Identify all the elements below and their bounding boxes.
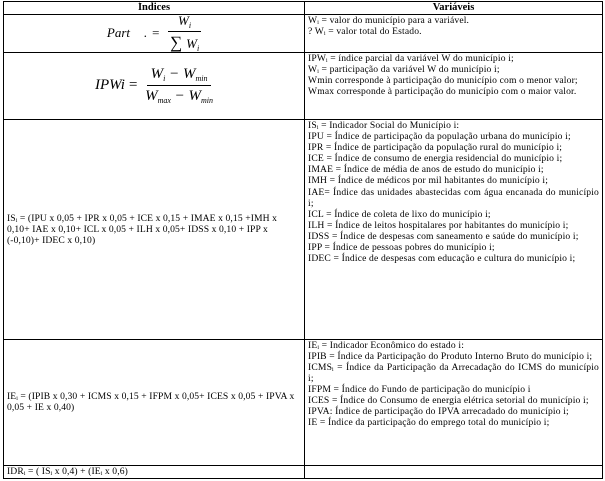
ipw-label: IPWi — [94, 77, 125, 94]
ie-var-line: IE = Índice da participação do emprego total do município i; — [308, 416, 550, 428]
ipw-vars-cell — [305, 52, 603, 120]
ie-formula: IEᵢ = (IPIB x 0,30 + ICMS x 0,15 + IFPM x 0,05+ ICES x 0,05 + IPVA x 0,05 + IE x 0,40) — [7, 390, 295, 414]
is-var-line: ILH = Índice de leitos hospitalares por habitantes do município i; — [308, 219, 569, 231]
is-vars-cell — [305, 120, 603, 339]
is-formula-cell — [4, 120, 305, 339]
is-var-line: IMH = Índice de médicos por mil habitantes do município i; — [308, 175, 549, 187]
ipw-num-b: W — [182, 66, 196, 83]
ipw-num-minus: − — [169, 66, 180, 83]
ie-formula-cell — [4, 339, 305, 465]
part-numerator — [168, 13, 201, 32]
idr-empty-cell — [305, 465, 603, 478]
part-formula — [7, 13, 301, 54]
part-equals: = — [151, 25, 161, 41]
is-var-line: ISᵢ = Indicador Social do Município i: — [308, 120, 460, 132]
part-den-var: W — [186, 36, 197, 52]
is-var-line: IDSS = Índice de despesas com saneamento e saúde do município i; — [308, 230, 579, 242]
ie-var-line: ICES = Índice do Consumo de energia elétrica setorial do município i; — [308, 394, 589, 406]
ipw-den-b: W — [188, 88, 202, 105]
part-den-sub: i — [196, 44, 200, 54]
ipw-formula — [7, 56, 301, 116]
ipw-den-a: W — [145, 88, 158, 105]
part-fraction — [168, 13, 201, 53]
ie-var-line: IFPM = Índice do Fundo de participação do município i — [308, 383, 531, 395]
header-variaveis: Variáveis — [305, 2, 603, 15]
ipw-den-a-sub: max — [157, 96, 171, 106]
is-var-line: IPR = Índice de participação da população rural do município i; — [308, 142, 563, 154]
is-var-line: IMAE = Índice de média de anos de estudo do município i; — [308, 164, 544, 176]
is-var-line: IPP = Índice de pessoas pobres do município i; — [308, 241, 495, 253]
is-var-line: ICL = Índice de coleta de lixo do município i; — [308, 208, 491, 220]
part-dot: . — [144, 25, 148, 41]
row-ipw — [4, 52, 603, 120]
part-formula-cell — [4, 15, 305, 52]
ipw-formula-cell — [4, 52, 305, 120]
row-idr — [4, 465, 603, 478]
idr-formula-cell — [4, 465, 305, 478]
part-denominator — [170, 32, 199, 53]
ipw-denominator — [145, 86, 213, 105]
ie-var-line: IPVA: Índice de participação do IPVA arrecadado do município i; — [308, 405, 569, 417]
ipw-num-b-sub: min — [195, 74, 208, 84]
row-part — [4, 15, 603, 52]
idr-formula: IDRᵢ = ( ISᵢ x 0,4) + (IEᵢ x 0,6) — [7, 465, 128, 477]
part-vars-cell — [305, 15, 603, 52]
is-var-line: IPU = Índice de participação da população urbana do município i; — [308, 131, 571, 143]
is-var-line: IDEC = Índice de despesas com educação e cultura do município i; — [308, 252, 576, 264]
ipw-fraction — [145, 66, 213, 105]
ie-var-line: IPIB = Índice da Participação do Produto Interno Bruto do município i; — [308, 350, 593, 362]
row-is — [4, 120, 603, 339]
header-indices: Índices — [4, 2, 305, 15]
part-label: Part — [106, 25, 130, 41]
ipw-den-minus: − — [174, 88, 185, 105]
part-var-line: ? Wᵢ = valor total do Estado. — [308, 26, 422, 38]
ipw-var-line: Wmin corresponde à participação do município com o menor valor; — [308, 74, 578, 86]
ipw-var-line: Wᵢ = participação da variável W do município i; — [308, 63, 500, 75]
ie-var-line: ICMSᵢ = Índice da Participação da Arrecadação do ICMS do município i; — [308, 361, 599, 384]
is-var-line: IAE= Índice das unidades abastecidas com água encanada do município i; — [308, 186, 599, 209]
header-row — [4, 2, 603, 15]
indices-table — [3, 1, 603, 479]
ipw-equals: = — [127, 77, 139, 94]
part-var-line: Wᵢ = valor do município para a variável. — [308, 15, 470, 27]
ie-var-line: IEᵢ = Indicador Econômico do estado i: — [308, 339, 465, 351]
ipw-var-line: Wmax corresponde à participação do município com o maior valor. — [308, 85, 577, 97]
ie-vars-cell — [305, 339, 603, 465]
ipw-var-line: IPWᵢ = índice parcial da variável W do município i; — [308, 52, 514, 64]
row-ie — [4, 339, 603, 465]
ipw-num-a-sub: i — [163, 74, 166, 84]
is-formula: ISᵢ = (IPU x 0,05 + IPR x 0,05 + ICE x 0,15 + IMAE x 0,15 +IMH x 0,10+ IAE x 0,10+ ICL x 0,05 + ILH x 0,05+ IDSS x 0,10 + IPP x (-0,10)+ IDEC x 0,10) — [7, 212, 278, 246]
part-num-sub: i — [188, 21, 192, 31]
ipw-numerator — [147, 66, 212, 86]
ipw-den-b-sub: min — [201, 96, 214, 106]
ipw-num-a: W — [150, 66, 164, 83]
part-num-var: W — [178, 13, 189, 29]
sum-symbol: ∑ — [169, 33, 183, 53]
is-var-line: ICE = Índice de consumo de energia residencial do município i; — [308, 153, 563, 165]
